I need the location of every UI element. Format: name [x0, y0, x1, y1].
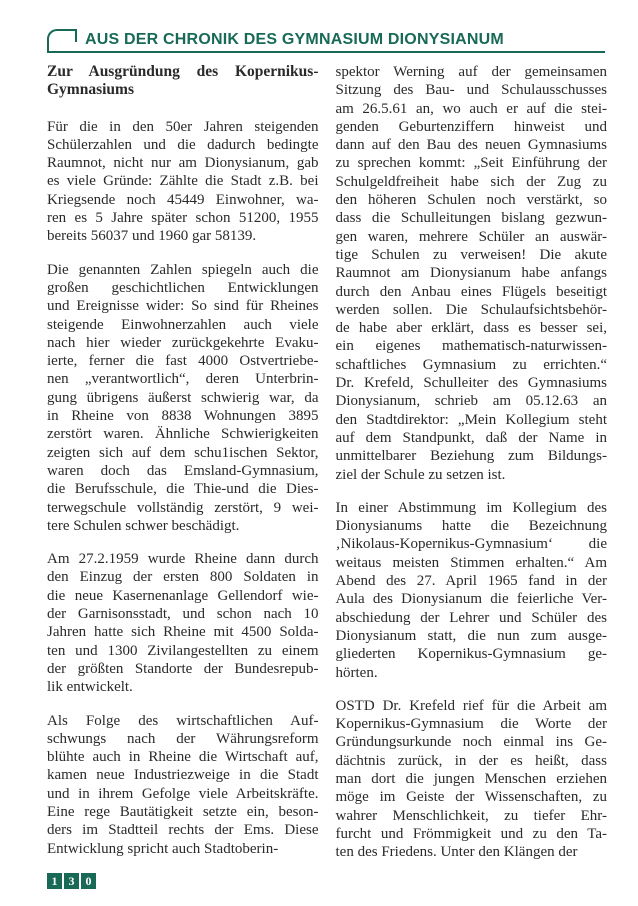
- text-line: ziel der Schule zu setzen ist.: [335, 466, 506, 483]
- text-line: Kopernikus-Gymnasium die Worte der: [335, 716, 607, 733]
- text-line: Schülerzahlen und die dadurch bedingte: [47, 136, 319, 153]
- text-line: Abend des 27. April 1965 fand in der: [335, 573, 607, 590]
- left-column: [47, 63, 319, 861]
- text-line: den Einzug der ersten 800 Soldaten in: [47, 569, 319, 586]
- text-line: die neue Kasernenanlage Gellendorf wie-: [47, 587, 319, 604]
- paragraph: [47, 118, 319, 246]
- paragraph: [47, 261, 319, 535]
- text-line: auf dem Standpunkt, daß der Name in: [335, 429, 607, 446]
- text-line: am 26.5.61 an, wo auch er auf die stei-: [335, 100, 607, 117]
- text-line: schwungs nach der Währungsreform: [47, 730, 319, 747]
- text-line: waren doch das Emsland-Gymnasium,: [47, 462, 319, 479]
- text-line: Raumnot, nicht nur am Dionysianum, gab: [47, 155, 319, 172]
- text-line: Aula des Dionysianum die feierliche Ver-: [335, 591, 607, 608]
- text-line: abschiedung der Lehrer und Schüler des: [335, 609, 607, 626]
- text-line: terwegschule vollständig zerstört, 9 wei-: [47, 499, 319, 516]
- text-line: man dort die jungen Menschen erziehen: [335, 770, 607, 787]
- text-line: Sitzung des Bau- und Schulausschusses: [335, 82, 607, 99]
- text-line: Eine rege Bautätigkeit setzte ein, beson-: [47, 803, 319, 820]
- text-line: es viele Gründe: Zählte die Stadt z.B. bei: [47, 173, 319, 190]
- paragraph: [336, 63, 608, 484]
- text-line: tige Schulen zu verweisen! Die akute: [335, 246, 607, 263]
- text-line: gen waren, mehrere Schüler an auswär-: [335, 228, 607, 245]
- text-line: dann auf den Bau des neuen Gymnasiums: [335, 137, 607, 154]
- text-line: Entwicklung spricht auch Stadtoberin-: [47, 840, 279, 857]
- text-line: der größten Standorte der Bundesrepub-: [47, 660, 319, 677]
- text-line: hörten.: [335, 664, 378, 681]
- page-number-digit: 0: [81, 873, 96, 889]
- text-line: Zur Ausgründung des Kopernikus-: [47, 63, 319, 80]
- text-line: werden sollen. Die Schulaufsichtsbehör-: [335, 301, 607, 318]
- paragraph: [47, 712, 319, 858]
- text-line: furcht und Frömmigkeit und zu den Ta-: [335, 825, 607, 842]
- text-line: in Rheine von 8838 Wohnungen 3895: [47, 408, 319, 425]
- text-line: dass die Schulleitungen bislang gezwun-: [335, 210, 607, 227]
- text-line: ierte, ferner die fast 4000 Ostvertriebe-: [47, 353, 319, 370]
- text-line: ten und 1300 Zivilangestellten zu einem: [47, 642, 319, 659]
- corner-tab-decoration: [47, 29, 75, 52]
- text-line: wahrer Menschlichkeit, zu tiefer Ehr-: [335, 807, 607, 824]
- text-line: und in ihrem Gefolge viele Arbeitskräfte.: [47, 785, 319, 802]
- text-line: großen geschichtlichen Entwicklungen: [47, 279, 319, 296]
- text-line: tere Schulen schwer beschädigt.: [47, 517, 240, 534]
- text-line: zu sprechen kommt: „Seit Einführung der: [335, 155, 607, 172]
- paragraph: [47, 550, 319, 696]
- text-line: ‚Nikolaus-Kopernikus-Gymnasium‘ die: [335, 536, 607, 553]
- chapter-title: AUS DER CHRONIK DES GYMNASIUM DIONYSIANUM: [85, 31, 504, 48]
- text-line: bereits 56037 und 1960 gar 58139.: [47, 228, 257, 245]
- text-line: steigende Einwohnerzahlen auch viele: [47, 316, 319, 333]
- text-line: genden Geburtenziffern hinweist und: [335, 118, 607, 135]
- text-line: Dionysianums hatte die Bezeichnung: [335, 518, 607, 535]
- text-line: ders im Stadtteil rechts der Ems. Diese: [47, 822, 319, 839]
- paragraph: [336, 697, 608, 862]
- text-line: Für die in den 50er Jahren steigenden: [47, 118, 319, 135]
- text-line: unmittelbarer Beziehung zum Bildungs-: [335, 448, 607, 465]
- text-line: gliederten Kopernikus-Gymnasium ge-: [335, 646, 607, 663]
- text-line: Jahren hatte sich Rheine mit 4500 Solda-: [47, 624, 319, 641]
- text-line: zerstört waren. Ähnliche Schwierigkeiten: [47, 426, 319, 443]
- text-line: die Berufsschule, die Thie-und die Dies-: [47, 481, 319, 498]
- text-line: den höheren Schulen noch verstärkt, so: [335, 192, 607, 209]
- text-line: nach hier wieder zurückgekehrte Evaku-: [47, 334, 319, 351]
- text-line: ten des Friedens. Unter den Klängen der: [335, 844, 578, 861]
- text-line: Dionysianum statt, die nun zum ausge-: [335, 627, 607, 644]
- text-line: blühte auch in Rheine die Wirtschaft auf,: [47, 749, 319, 766]
- text-line: zeigten sich auf dem schu1ischen Sektor,: [47, 444, 319, 461]
- text-line: Kriegsende noch 45449 Einwohner, wa-: [47, 191, 319, 208]
- page-number-digit: 3: [64, 873, 79, 889]
- text-line: de habe aber erklärt, dass es besser sei,: [335, 320, 607, 337]
- text-line: Dr. Krefeld, Schulleiter des Gymnasiums: [335, 375, 607, 392]
- text-line: Gymnasiums: [47, 81, 134, 99]
- text-line: ren es 5 Jahre später schon 51200, 1955: [47, 210, 319, 227]
- page-number-digit: 1: [47, 873, 62, 889]
- text-line: den Stadtdirektor: „Mein Kollegium steht: [335, 411, 607, 428]
- text-line: kamen neue Industriezweige in die Stadt: [47, 767, 319, 784]
- page-number: [47, 873, 96, 889]
- text-line: spektor Werning auf der gemeinsamen: [335, 64, 607, 80]
- text-line: schaftliches Gymnasium zu errichten.“: [335, 356, 607, 373]
- text-line: nen „verantwortlich“, deren Unterbrin-: [47, 371, 319, 388]
- text-line: möge im Geiste der Wissenschaften, zu: [335, 789, 607, 806]
- text-line: Die genannten Zahlen spiegeln auch die: [47, 261, 319, 278]
- text-line: lik entwickelt.: [47, 679, 133, 696]
- text-line: durch den Anbau eines Flügels beseitigt: [335, 283, 607, 300]
- text-line: OSTD Dr. Krefeld rief für die Arbeit am: [335, 697, 607, 714]
- text-line: In einer Abstimmung im Kollegium des: [335, 499, 607, 516]
- text-line: Gründungsurkunde noch einmal ins Ge-: [335, 734, 607, 751]
- text-line: Als Folge des wirtschaftlichen Auf-: [47, 712, 319, 729]
- text-line: gung übrigens äußerst schwierig war, da: [47, 389, 319, 406]
- text-line: weitaus meisten Stimmen erhalten.“ Am: [335, 554, 607, 571]
- right-column: [336, 63, 608, 861]
- text-line: und Ereignisse wider: So sind für Rheines: [47, 298, 319, 315]
- text-line: dächtnis zurück, in der es heißt, dass: [335, 752, 607, 769]
- text-line: Schulgeldfreiheit habe sich der Zug zu: [335, 173, 607, 190]
- text-line: ein eigenes mathematisch-naturwissen-: [335, 338, 607, 355]
- text-line: Am 27.2.1959 wurde Rheine dann durch: [47, 551, 319, 568]
- text-line: der Garnisonsstadt, und schon nach 10: [47, 606, 319, 623]
- paragraph: [336, 499, 608, 682]
- text-line: Dionysianum, schrieb am 05.12.63 an: [335, 393, 607, 410]
- article-columns: [47, 63, 607, 861]
- header-rule: [47, 51, 605, 53]
- article-heading: [47, 63, 319, 100]
- text-line: Raumnot am Dionysianum habe anfangs: [335, 265, 607, 282]
